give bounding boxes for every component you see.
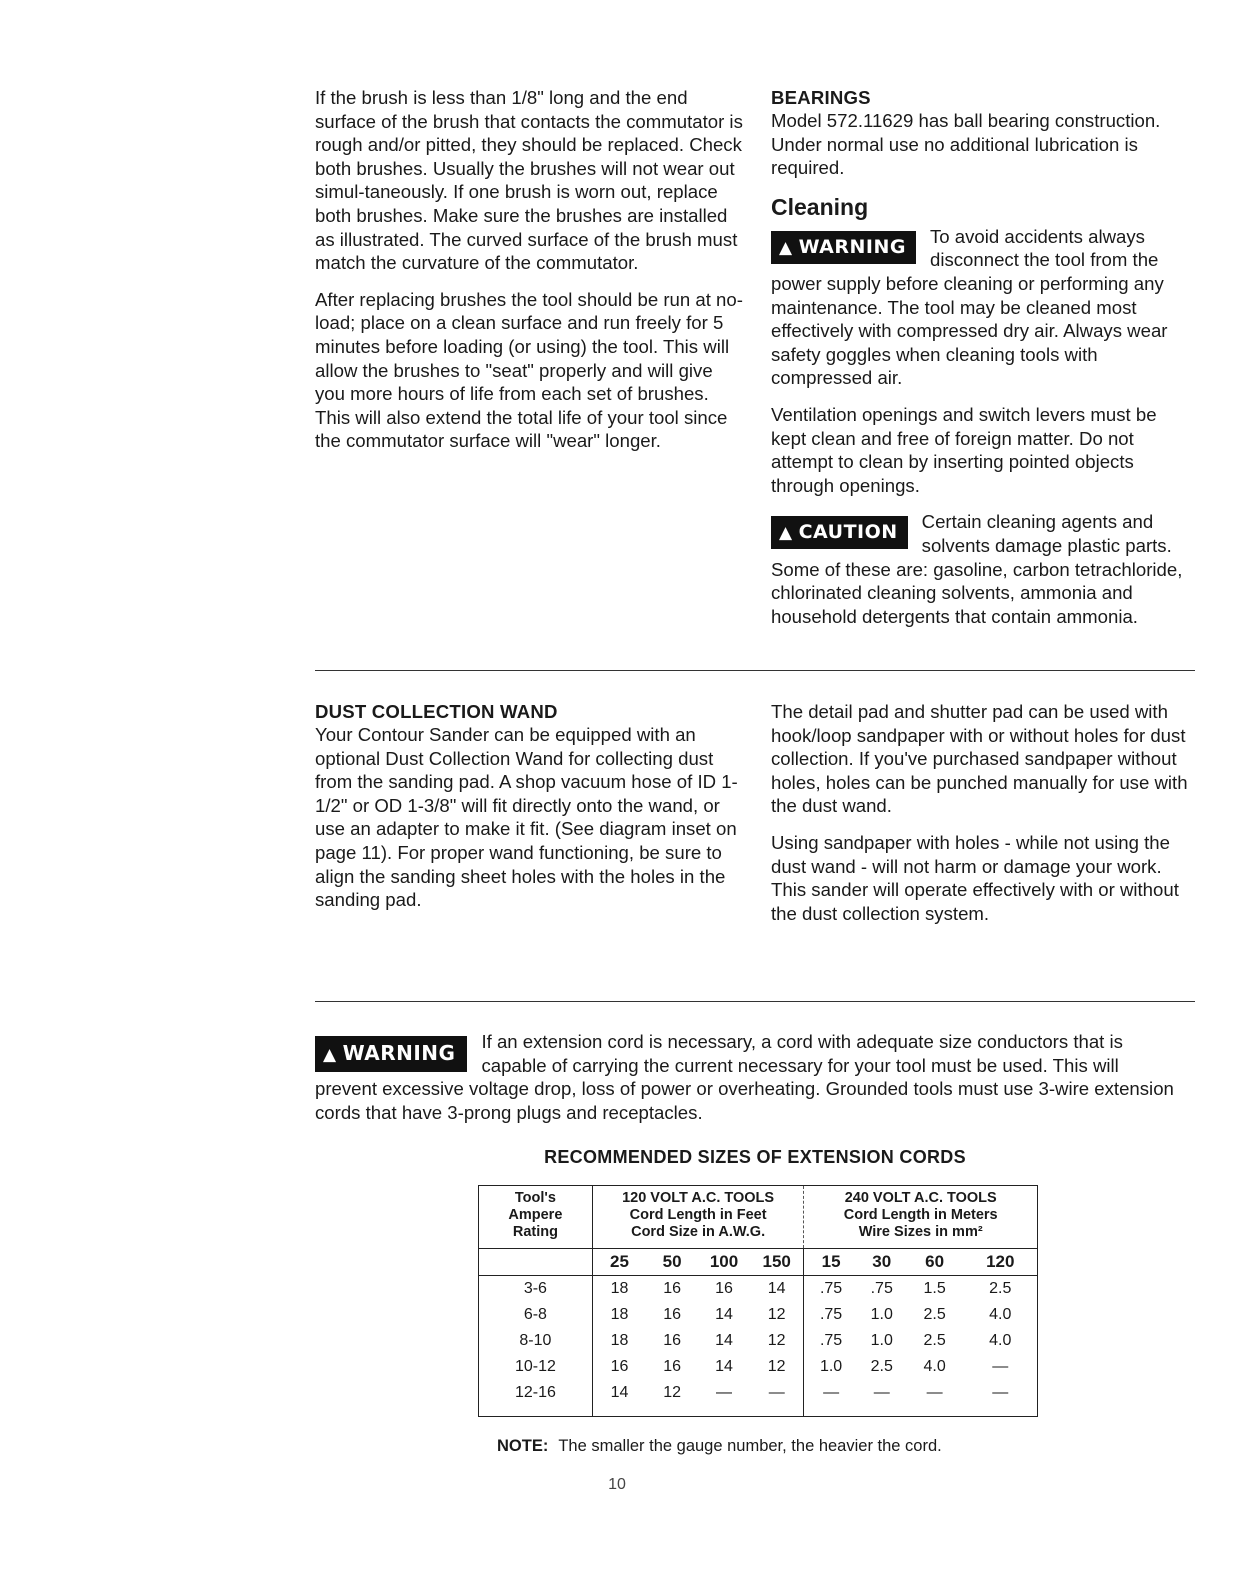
table-cell: .75 xyxy=(870,1280,893,1297)
extension-warning xyxy=(315,1030,1175,1137)
table-cell: 12-16 xyxy=(479,1380,593,1417)
length-ft: 100 xyxy=(698,1249,750,1276)
warning-triangle-icon: ▲ xyxy=(779,237,793,258)
warning-triangle-icon: ▲ xyxy=(779,523,793,544)
table-cell: .75 xyxy=(819,1280,843,1297)
cleaning-warning-text: To avoid accidents always disconnect the tool from the power supply before cleaning or performing any maintenance. The tool may be cleaned most effectively with compressed dry air. Always wear safety goggles when cleaning tools with compressed air. xyxy=(771,225,1168,389)
table-cell: — xyxy=(992,1384,1009,1401)
brushes-section xyxy=(315,86,745,466)
table-cell: 16 xyxy=(663,1332,682,1349)
table-cell: 14 xyxy=(715,1306,733,1323)
divider-1 xyxy=(315,670,1195,671)
table-cell: 1.0 xyxy=(870,1332,893,1349)
table-cell: 2.5 xyxy=(923,1332,946,1349)
length-m: 120 xyxy=(964,1249,1038,1276)
table-cell: 2.5 xyxy=(870,1358,893,1375)
divider-2 xyxy=(315,1001,1195,1002)
header-120v xyxy=(592,1186,804,1249)
table-cell: 8-10 xyxy=(479,1328,593,1354)
extension-warning-paragraph xyxy=(315,1030,1175,1124)
table-cell: — xyxy=(992,1358,1009,1375)
table-cell: 12 xyxy=(750,1354,804,1380)
caution-badge: ▲ CAUTION xyxy=(771,516,908,549)
warning-badge: ▲ WARNING xyxy=(315,1036,467,1072)
table-cell: 14 xyxy=(750,1276,804,1303)
table-cell: 16 xyxy=(610,1358,629,1375)
header-line: Cord Length in Feet xyxy=(629,1207,767,1223)
table-cell: 18 xyxy=(610,1332,629,1349)
extension-cord-table xyxy=(478,1185,1038,1417)
table-cell: 2.5 xyxy=(923,1306,946,1323)
table-row xyxy=(479,1354,1038,1380)
header-240v xyxy=(804,1186,1038,1249)
table-cell: 12 xyxy=(750,1302,804,1328)
dust-paragraph-2: The detail pad and shutter pad can be used with hook/loop sandpaper with or without holes for dust collection. If you've purchased sandpaper without holes, holes can be punched manually for use with the dust wand. xyxy=(771,701,1188,817)
page-number: 10 xyxy=(608,1476,626,1493)
table-cell: .75 xyxy=(819,1332,843,1349)
note-label: NOTE: xyxy=(497,1437,549,1455)
length-m: 30 xyxy=(858,1249,906,1276)
cleaning-heading: Cleaning xyxy=(771,193,869,220)
cleaning-caution-paragraph xyxy=(771,510,1183,628)
table-cell: 4.0 xyxy=(989,1306,1012,1323)
table-cell: .75 xyxy=(819,1306,843,1323)
table-cell: 16 xyxy=(663,1358,682,1375)
header-line: Cord Length in Meters xyxy=(843,1207,998,1223)
table-cell: 16 xyxy=(663,1280,682,1297)
brushes-paragraph-2: After replacing brushes the tool should be run at no-load; place on a clean surface and run freely for 5 minutes before loading (or using) the tool. This will allow the brushes to "seat" properly and will give you more hours of life from each set of brushes. This will also extend the total life of your tool since the commutator surface will "wear" longer. xyxy=(315,288,743,452)
header-line: Ampere xyxy=(508,1207,563,1223)
table-cell: — xyxy=(750,1380,804,1417)
table-cell: — xyxy=(926,1384,943,1401)
warning-triangle-icon: ▲ xyxy=(323,1045,337,1065)
table-cell: 1.0 xyxy=(819,1358,843,1375)
bearings-cleaning-section xyxy=(771,86,1183,641)
table-cell: 18 xyxy=(610,1306,629,1323)
table-row xyxy=(479,1328,1038,1354)
length-ft: 50 xyxy=(646,1249,698,1276)
table-cell: 2.5 xyxy=(989,1280,1012,1297)
header-ampere-rating xyxy=(479,1186,593,1249)
note-text: The smaller the gauge number, the heavier the cord. xyxy=(558,1437,942,1455)
table-row xyxy=(479,1302,1038,1328)
cleaning-warning-paragraph xyxy=(771,225,1183,390)
table-cell: 3-6 xyxy=(479,1276,593,1303)
table-cell: — xyxy=(873,1384,890,1401)
table-cell: 14 xyxy=(715,1332,733,1349)
dust-section-left xyxy=(315,700,745,925)
cleaning-caution-text: Certain cleaning agents and solvents damage plastic parts. Some of these are: gasoline, carbon tetrachloride, chlorinated cleaning solvents, ammonia and household detergents that contain ammonia. xyxy=(771,511,1183,627)
table-cell: 1.0 xyxy=(870,1306,893,1323)
dust-section-right xyxy=(771,700,1195,938)
table-cell: 6-8 xyxy=(479,1302,593,1328)
table-cell: 16 xyxy=(663,1306,682,1323)
header-line: 240 VOLT A.C. TOOLS xyxy=(844,1190,997,1206)
table-cell: 1.5 xyxy=(923,1280,946,1297)
header-line: Rating xyxy=(512,1224,558,1240)
table-cell: 18 xyxy=(610,1280,629,1297)
table-cell: 14 xyxy=(610,1384,629,1401)
dust-heading: DUST COLLECTION WAND xyxy=(315,701,558,722)
table-row xyxy=(479,1380,1038,1417)
length-ft: 150 xyxy=(750,1249,804,1276)
cleaning-paragraph-2: Ventilation openings and switch levers must be kept clean and free of foreign matter. Do not attempt to clean by inserting pointed objects through openings. xyxy=(771,403,1157,496)
dust-paragraph-3: Using sandpaper with holes - while not using the dust wand - will not harm or damage your work. This sander will operate effectively with or without the dust collection system. xyxy=(771,831,1179,924)
table-header-row xyxy=(479,1186,1038,1249)
table-cell: 4.0 xyxy=(923,1358,946,1375)
length-m: 15 xyxy=(804,1249,858,1276)
extension-warning-text: If an extension cord is necessary, a cord with adequate size conductors that is capable of carrying the current necessary for your tool must be used. This will prevent excessive voltage drop, loss of power or overheating. Grounded tools must use 3-wire extension cords that have 3-prong plugs and receptacles. xyxy=(315,1031,1174,1123)
table-title: RECOMMENDED SIZES OF EXTENSION CORDS xyxy=(544,1147,966,1167)
table-cell: — xyxy=(823,1384,840,1401)
bearings-heading: BEARINGS xyxy=(771,87,871,108)
header-line: Wire Sizes in mm² xyxy=(858,1224,983,1240)
table-cell: 12 xyxy=(663,1384,682,1401)
table-note xyxy=(497,1437,942,1456)
header-line: Tool's xyxy=(514,1190,556,1206)
header-line: 120 VOLT A.C. TOOLS xyxy=(622,1190,775,1206)
table-cell: 10-12 xyxy=(479,1354,593,1380)
table-cell: 16 xyxy=(715,1280,733,1297)
header-line: Cord Size in A.W.G. xyxy=(631,1224,766,1240)
length-ft: 25 xyxy=(592,1249,646,1276)
table-cell: 14 xyxy=(715,1358,733,1375)
brushes-paragraph-1: If the brush is less than 1/8" long and the end surface of the brush that contacts the commutator is rough and/or pitted, they should be replaced. Check both brushes. Usually the brushes will not wear out simul-taneously. If one brush is worn out, replace both brushes. Make sure the brushes are installed as illustrated. The curved surface of the brush must match the curvature of the commutator. xyxy=(315,87,743,274)
length-m: 60 xyxy=(906,1249,964,1276)
lengths-blank xyxy=(479,1249,593,1276)
table-lengths-row xyxy=(479,1249,1038,1276)
bearings-text: Model 572.11629 has ball bearing construction. Under normal use no additional lubrication is required. xyxy=(771,110,1161,179)
table-cell: — xyxy=(716,1384,733,1401)
table-row xyxy=(479,1276,1038,1303)
dust-text: Your Contour Sander can be equipped with an optional Dust Collection Wand for collecting dust from the sanding pad. A shop vacuum hose of ID 1-1/2" or OD 1-3/8" will fit directly onto the wand, or use an adapter to make it fit. (See diagram inset on page 11). For proper wand functioning, be sure to align the sanding sheet holes with the holes in the sanding pad. xyxy=(315,724,738,911)
table-cell: 12 xyxy=(750,1328,804,1354)
table-cell: 4.0 xyxy=(989,1332,1012,1349)
warning-badge: ▲ WARNING xyxy=(771,231,916,264)
